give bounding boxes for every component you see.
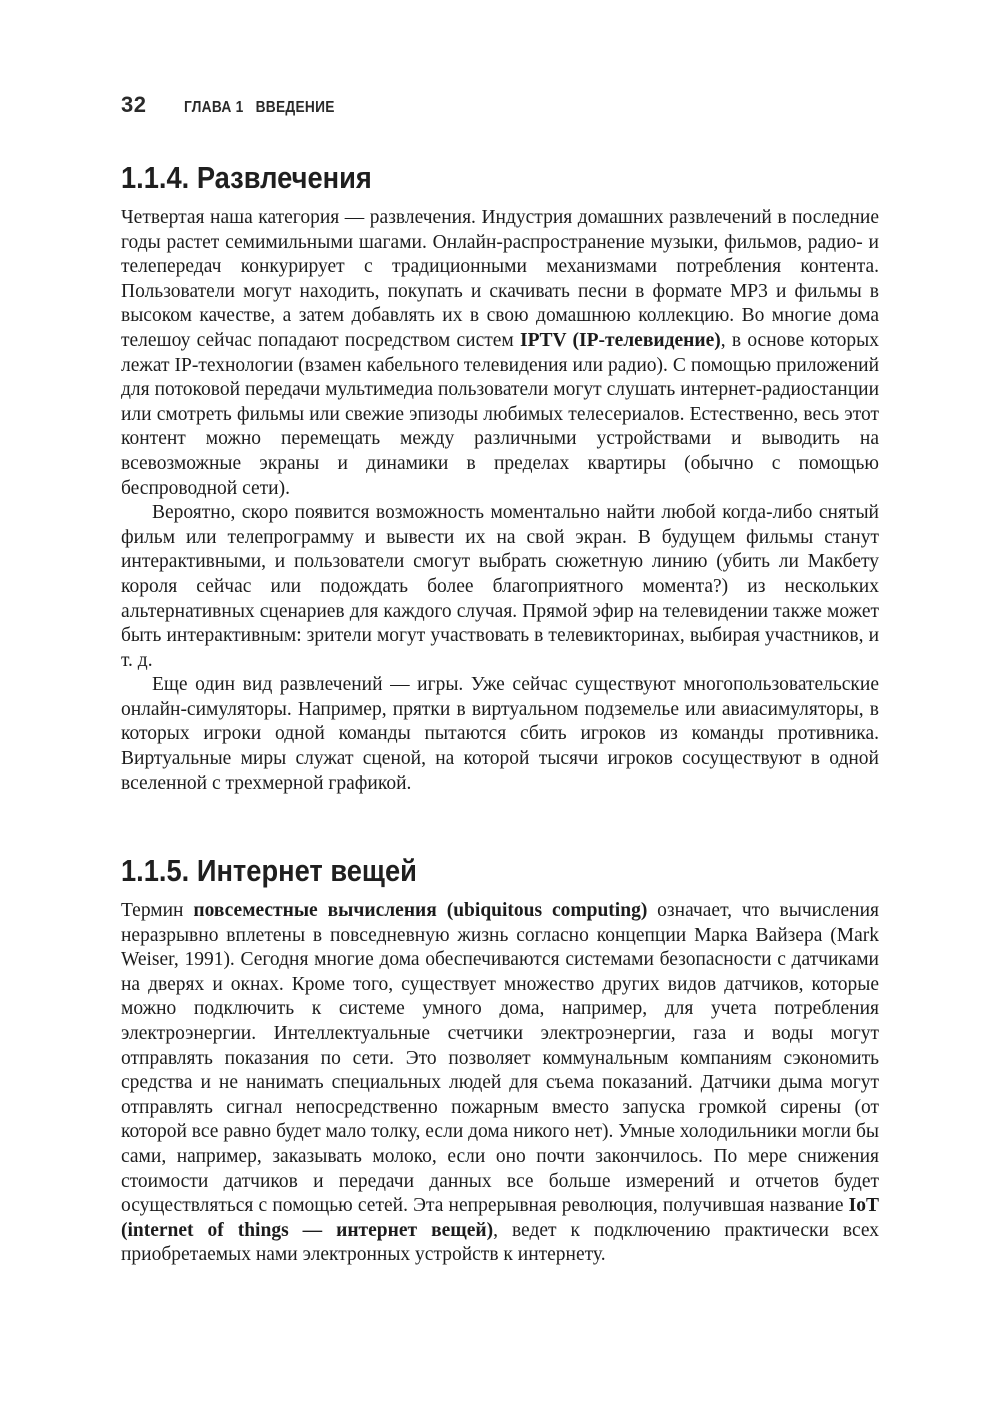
paragraph [121, 899, 879, 1268]
paragraph: Еще один вид развлечений — игры. Уже сейчас существуют многопользовательские онлайн-симуляторы. Например, прятки в виртуальном подземелье или авиасимуляторы, в которых игроки одной команды пытаются сбить игроков из команды противника. Виртуальные миры служат сценой, на которой тысячи игроков сосуществуют в одной вселенной с трехмерной графикой. [121, 674, 879, 794]
page-number: 32 [121, 92, 147, 117]
paragraph [121, 206, 879, 501]
chapter-label: ГЛАВА 1 [184, 99, 245, 116]
section-body-iot [121, 899, 879, 1268]
running-head [121, 92, 360, 118]
paragraph: Вероятно, скоро появится возможность моментально найти любой когда-либо снятый фильм или телепрограмму и вывести их на свой экран. В будущем фильмы станут интерактивными, и пользователи смогут выбрать сюжетную линию (убить ли Макбету короля сейчас или подождать более благоприятного момента?) из нескольких альтернативных сценариев для каждого случая. Прямой эфир на телевидении также может быть интерактивным: зрители могут участвовать в телевикторинах, выбирая участников, и т. д. [121, 502, 879, 671]
chapter-title [184, 99, 335, 117]
chapter-name: ВВЕДЕНИЕ [256, 99, 336, 116]
bold-term-ubiquitous-computing: повсеместные вычисления (ubiquitous computing) [193, 900, 648, 921]
section-body-entertainment [121, 206, 879, 796]
paragraph-text: Четвертая наша категория — развлечения. Индустрия домашних развлечений в последние годы растет семимильными шагами. Онлайн-распространение музыки, фильмов, радио- и телепередач конкурирует с традиционными механизмами потребления контента. Пользователи могут находить, покупать и скачивать песни в формате MP3 и фильмы в высоком качестве, а затем добавлять их в свою домашнюю коллекцию. Во многие дома телешоу сейчас попадают посредством систем [121, 207, 879, 351]
section-heading-iot: 1.1.5. Интернет вещей [121, 853, 417, 888]
bold-term-iot: IoT (internet of things — интернет вещей) [121, 1195, 879, 1241]
paragraph-text: , в основе которых лежат IP-технологии (взамен кабельного телевидения или радио). С помощью приложений для потоковой передачи мультимедиа пользователи могут слушать интернет-радиостанции или смотреть фильмы или свежие эпизоды любимых телесериалов. Естественно, весь этот контент можно перемещать между различными устройствами и выводить на всевозможные экраны и динамики в пределах квартиры (обычно с помощью беспроводной сети). [121, 329, 879, 499]
paragraph-text: , ведет к подключению практически всех приобретаемых нами электронных устройств к интернету. [121, 1219, 879, 1266]
bold-term-iptv: IPTV (IP-телевидение) [520, 329, 721, 351]
paragraph-text: означает, что вычисления неразрывно вплетены в повседневную жизнь согласно концепции Марка Вайзера (Mark Weiser, 1991). Сегодня многие дома обеспечиваются системами безопасности с датчиками на дверях и окнах. Кроме того, существует множество других видов датчиков, которые можно подключить к системе умного дома, например, для учета потребления электроэнергии. Интеллектуальные счетчики электроэнергии, газа и воды могут отправлять показания по сети. Это позволяет коммунальным компаниям сэкономить средства и не нанимать специальных людей для съема показаний. Датчики дыма могут отправлять сигнал непосредственно пожарным вместо запуска громкой сирены (от которой все равно будет мало толку, если дома никого нет). Умные холодильники могли бы сами, например, заказывать молоко, если оно почти закончилось. По мере снижения стоимости датчиков и передачи данных все больше измерений и отчетов будет осуществляться с помощью сетей. Эта непрерывная революция, получившая название [121, 900, 879, 1217]
paragraph-text: Термин [121, 900, 194, 921]
section-heading-entertainment: 1.1.4. Развлечения [121, 160, 372, 195]
